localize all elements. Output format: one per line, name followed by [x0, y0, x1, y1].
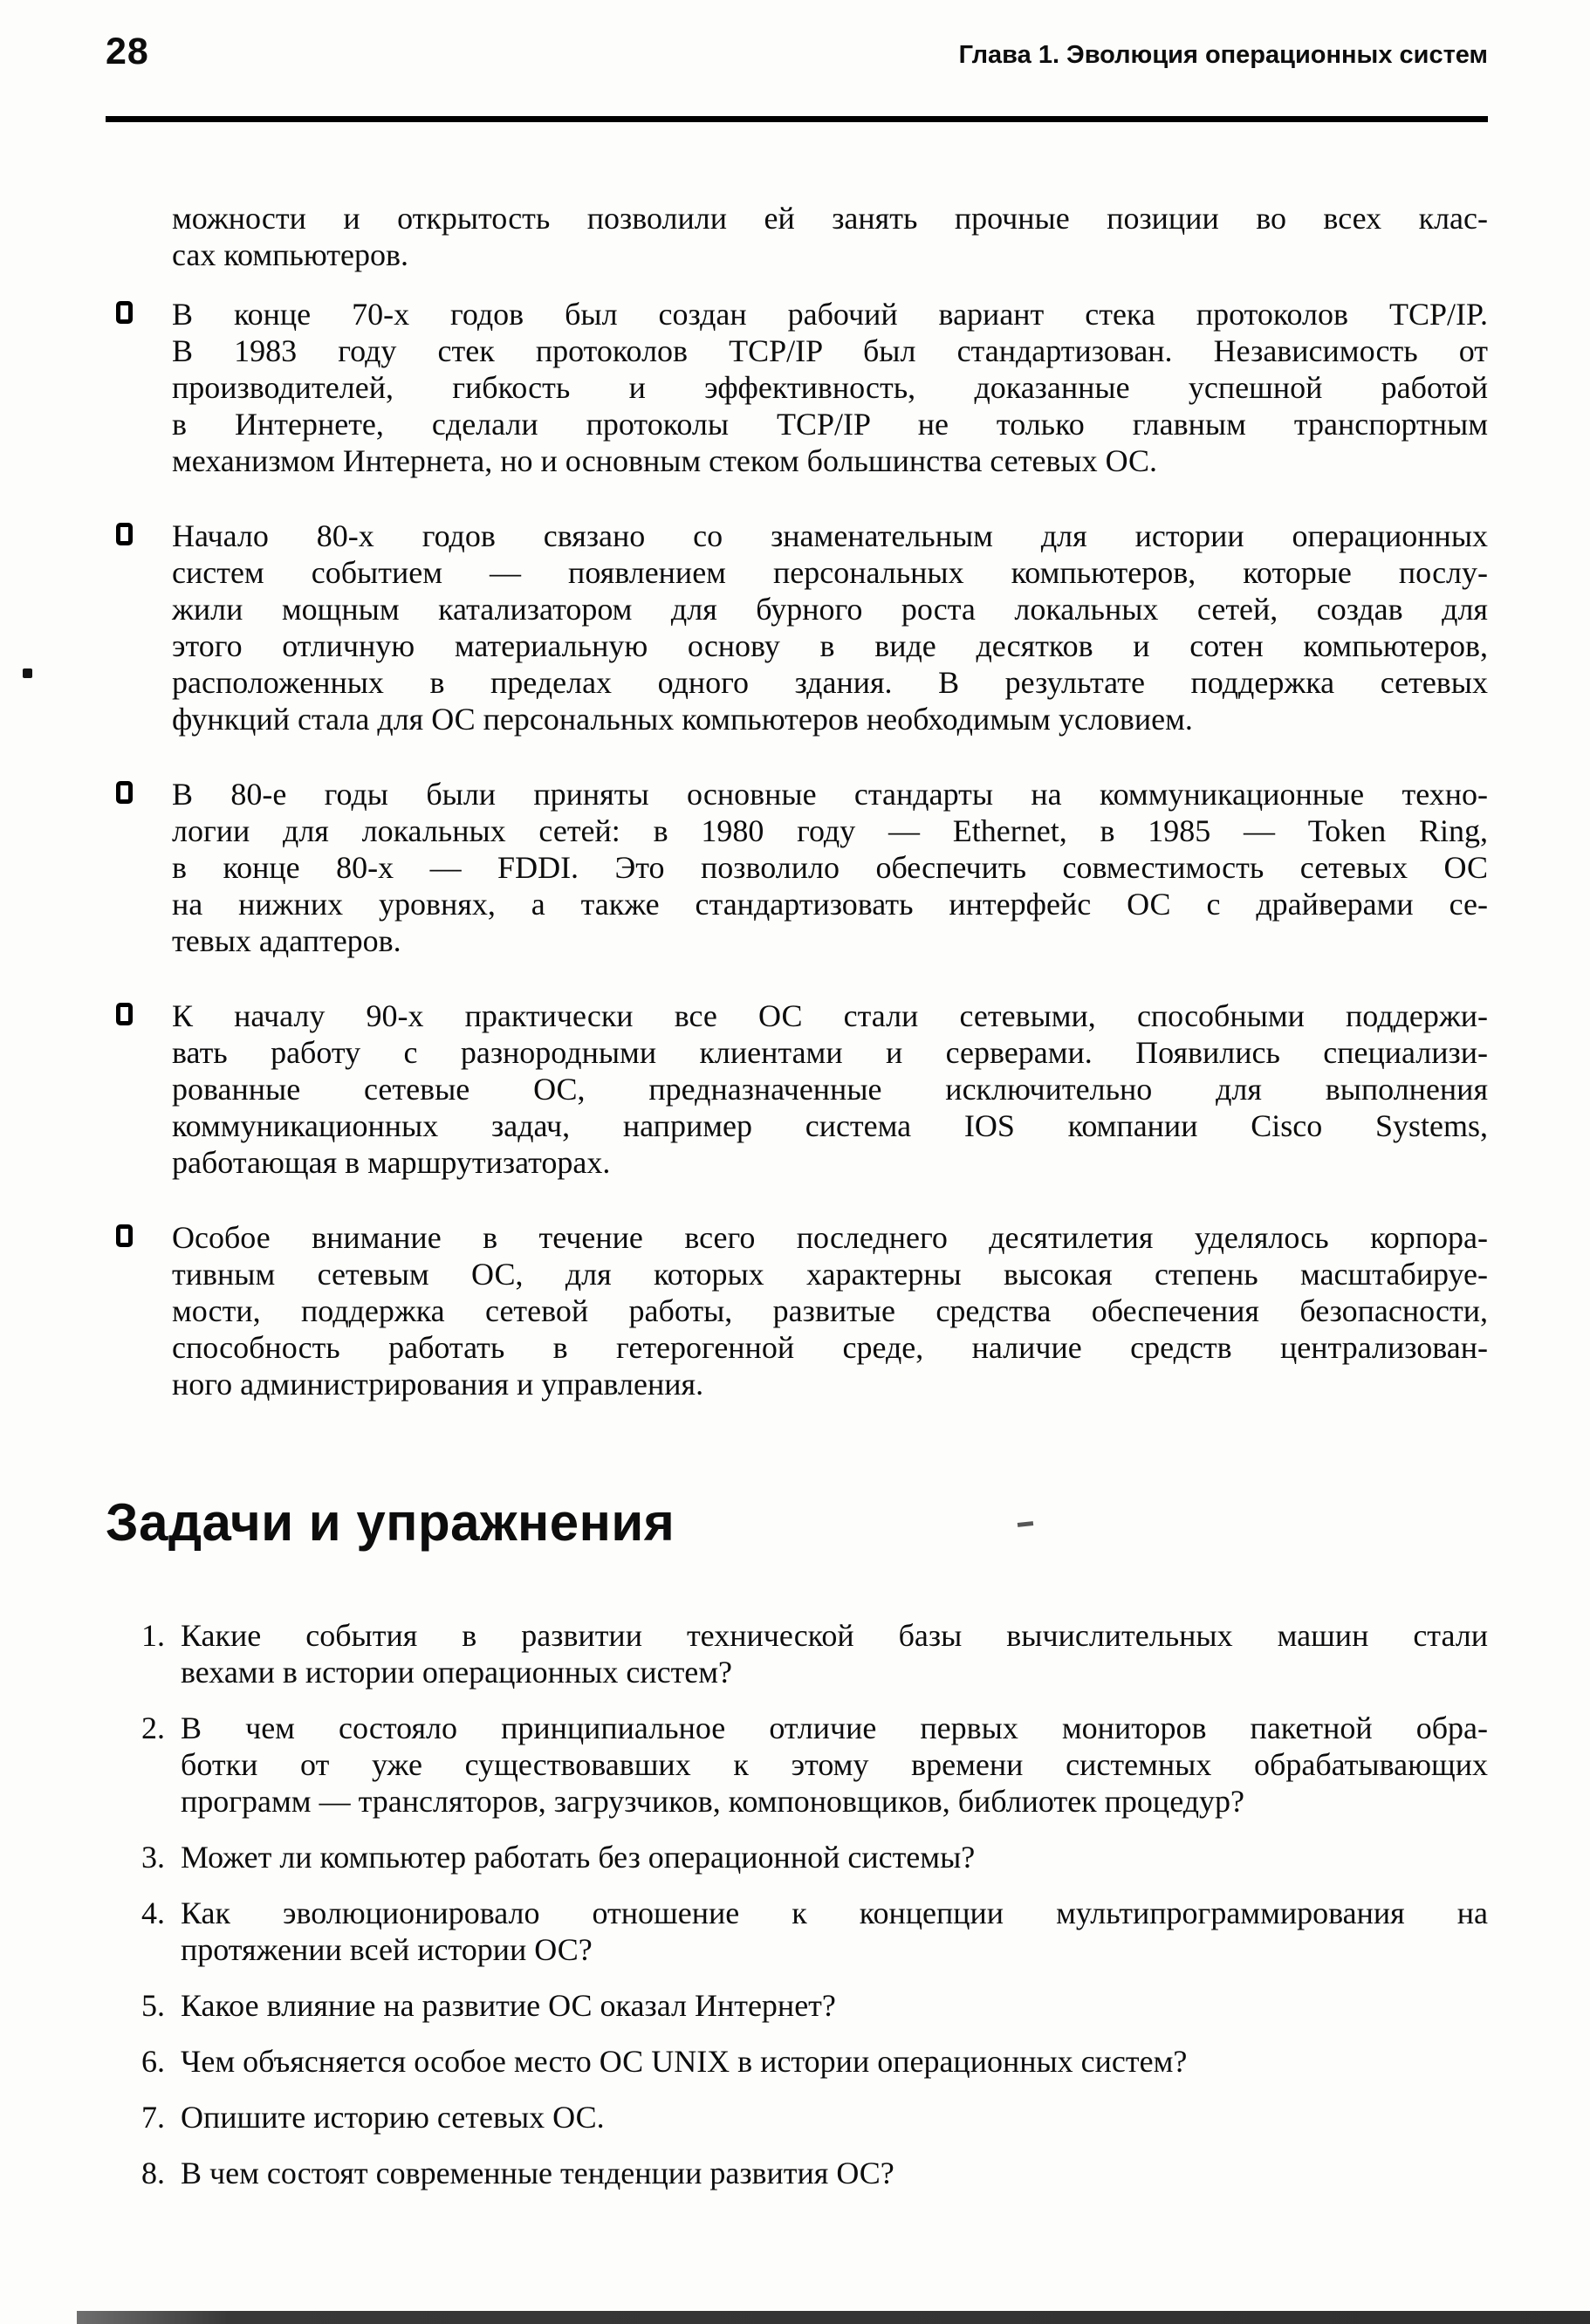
page-header [106, 33, 1488, 71]
bullet-text: Особое внимание в течение всего последнего десятилетия уделялось корпора- тивным сетевым ОС, для которых характерны высокая степень масштабируе- мости, поддержка сетевой работы, развитые средства обеспечения безопасности, способность работать в гетерогенной среде, наличие средств централизован- ного администрирования и управления. [172, 1220, 1488, 1402]
section-heading: Задачи и упражнения [106, 1493, 675, 1552]
question-text: Какое влияние на развитие ОС оказал Интернет? [181, 1988, 836, 2023]
question-text: Может ли компьютер работать без операционной системы? [181, 1840, 976, 1875]
question-number: 5. [141, 1988, 165, 2023]
question-text: В чем состоят современные тенденции развития ОС? [181, 2156, 894, 2190]
question-number: 1. [141, 1618, 165, 1653]
bullet-text: К началу 90-х практически все ОС стали сетевыми, способными поддержи- вать работу с разнородными клиентами и серверами. Появились специализи- рованные сетевые ОС, предназначенные исключительно для выполнения коммуникационных задач, например система IOS компании Cisco Systems, работающая в маршрутизаторах. [172, 998, 1488, 1180]
question-number: 8. [141, 2156, 165, 2190]
bullet-text: Начало 80-х годов связано со знаменательным для истории операционных систем событием — появлением персональных компьютеров, которые послу- жили мощным катализатором для бурного роста локальных сетей, создав для этого отличную материальную основу в виде десятков и сотен компьютеров, расположенных в пределах одного здания. В результате поддержка сетевых функций стала для ОС персональных компьютеров необходимым условием. [172, 518, 1488, 737]
square-bullet-icon [116, 301, 133, 324]
question-item [141, 2099, 1488, 2135]
page-number: 28 [106, 31, 149, 72]
paragraph-continuation: можности и открытость позволили ей занять прочные позиции во всех клас- сах компьютеров. [172, 201, 1488, 272]
question-number: 2. [141, 1710, 165, 1745]
bullet-text: В конце 70-х годов был создан рабочий вариант стека протоколов TCP/IP. В 1983 году стек протоколов TCP/IP был стандартизован. Независимость от производителей, гибкость и эффективность, доказанные успешной работой в Интернете, сделали протоколы TCP/IP не только главным транспортным механизмом Интернета, но и основным стеком большинства сетевых ОС. [172, 297, 1488, 478]
bullet-item [172, 776, 1488, 959]
question-number: 7. [141, 2100, 165, 2135]
question-item [141, 1895, 1488, 1968]
question-number: 6. [141, 2044, 165, 2079]
square-bullet-icon [116, 1224, 133, 1247]
question-item [141, 1710, 1488, 1820]
questions-list [141, 1617, 1488, 2191]
question-text: Чем объясняется особое место ОС UNIX в истории операционных систем? [181, 2044, 1188, 2079]
square-bullet-icon [116, 781, 133, 804]
page-content [106, 200, 1488, 2191]
bullet-item [172, 997, 1488, 1181]
question-text: Как эволюционировало отношение к концепции мультипрограммирования на протяжении всей истории ОС? [181, 1896, 1488, 1967]
question-item [141, 2155, 1488, 2191]
question-item [141, 1617, 1488, 1690]
header-rule [106, 116, 1488, 122]
square-bullet-icon [116, 523, 133, 545]
scan-edge-bar [77, 2311, 1590, 2324]
question-item [141, 2043, 1488, 2080]
question-item [141, 1839, 1488, 1875]
square-bullet-icon [116, 1003, 133, 1025]
scan-artifact-dot [23, 668, 32, 678]
question-item [141, 1987, 1488, 2024]
question-text: В чем состояло принципиальное отличие первых мониторов пакетной обра- ботки от уже существовавших к этому времени системных обрабатывающих программ — трансляторов, загрузчиков, компоновщиков, библиотек процедур? [181, 1710, 1488, 1819]
chapter-title: Глава 1. Эволюция операционных систем [958, 41, 1488, 69]
question-number: 4. [141, 1896, 165, 1930]
bullet-text: В 80-е годы были приняты основные стандарты на коммуникационные техно- логии для локальных сетей: в 1980 году — Ethernet, в 1985 — Token Ring, в конце 80-х — FDDI. Это позволило обеспечить совместимость сетевых ОС на нижних уровнях, а также стандартизовать интерфейс ОС с драйверами се- тевых адаптеров. [172, 777, 1488, 958]
bullet-item [172, 296, 1488, 479]
question-text: Опишите историю сетевых ОС. [181, 2100, 605, 2135]
bullet-item [172, 1219, 1488, 1402]
question-text: Какие события в развитии технической базы вычислительных машин стали вехами в истории операционных систем? [181, 1618, 1488, 1690]
bullet-item [172, 518, 1488, 737]
question-number: 3. [141, 1840, 165, 1875]
